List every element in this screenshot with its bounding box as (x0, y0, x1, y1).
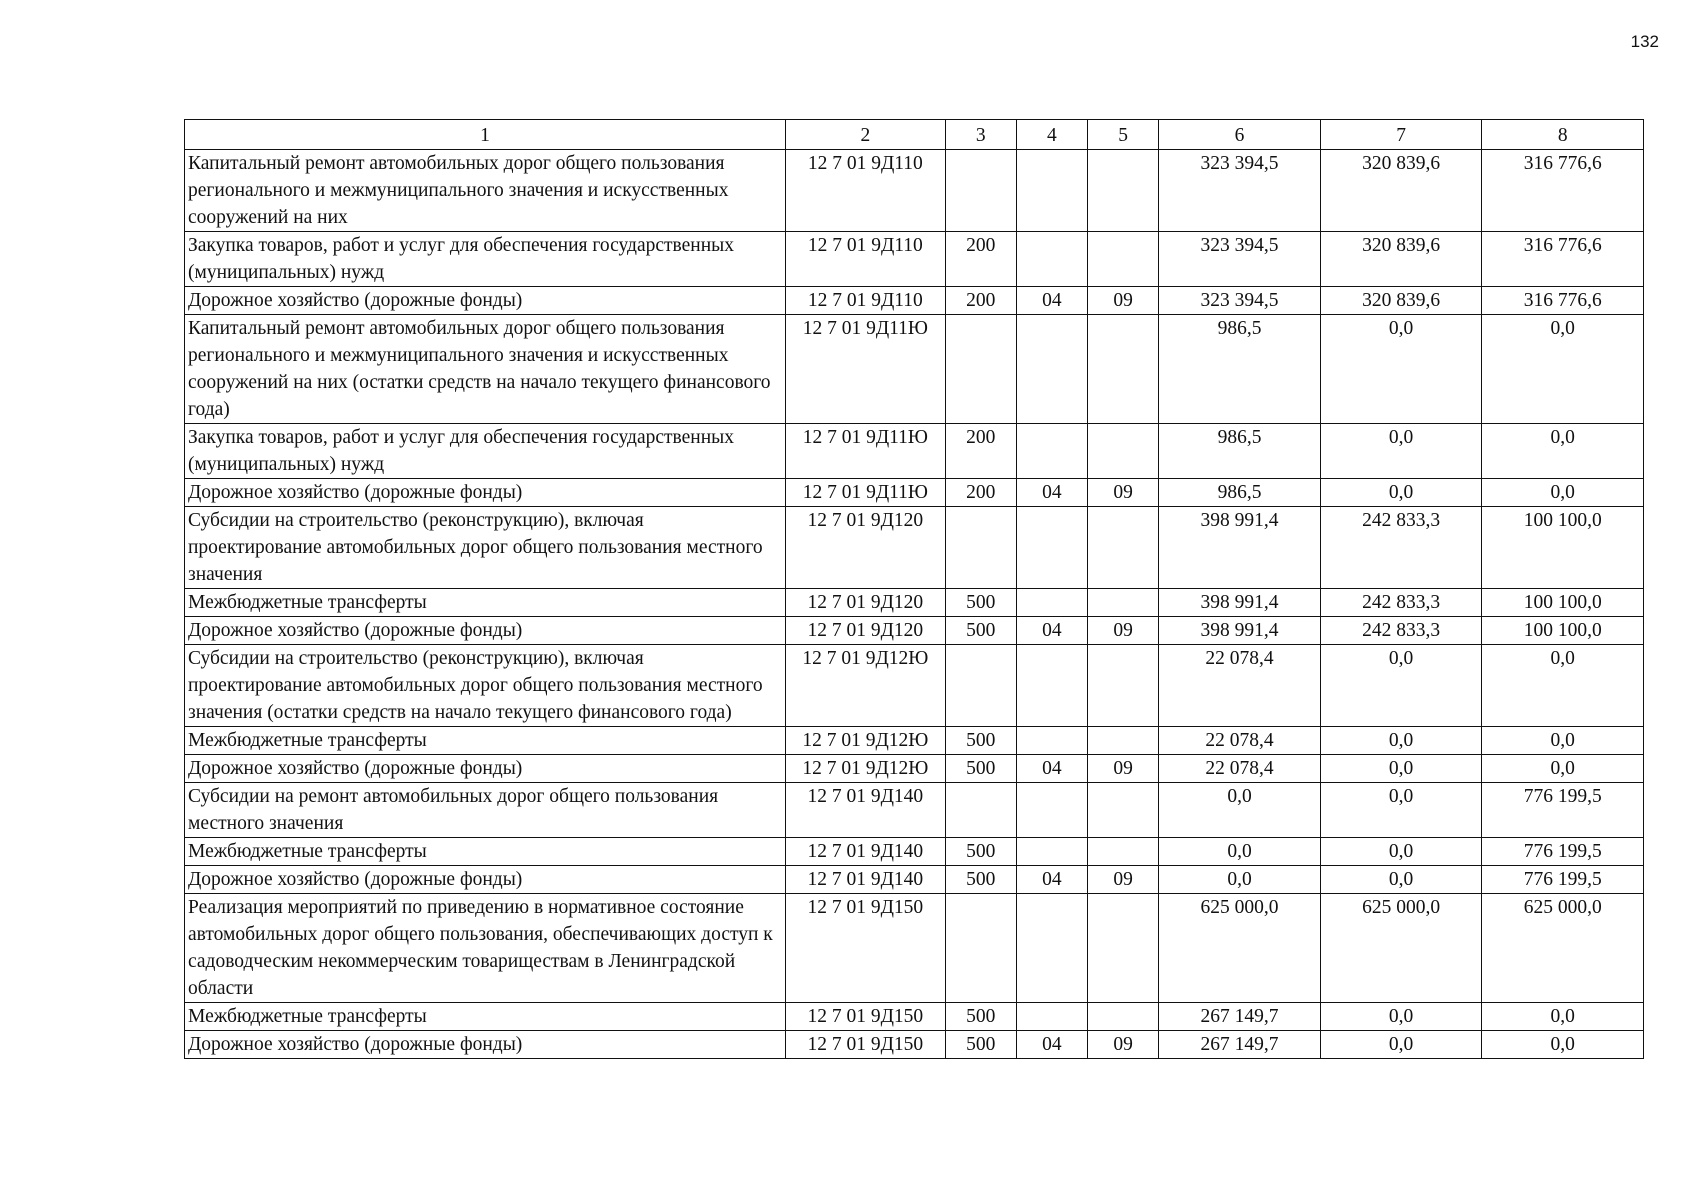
row-amount-7-cell: 0,0 (1320, 1031, 1482, 1059)
row-code-cell: 12 7 01 9Д120 (786, 617, 946, 645)
table-row (185, 424, 1644, 479)
row-amount-6-cell: 398 991,4 (1159, 589, 1321, 617)
row-name-cell: Межбюджетные трансферты (185, 838, 786, 866)
row-expense-type-cell: 500 (945, 838, 1016, 866)
header-cell: 7 (1320, 120, 1482, 150)
table-row (185, 479, 1644, 507)
row-section-cell (1016, 894, 1087, 1003)
row-expense-type-cell (945, 315, 1016, 424)
row-name-cell: Межбюджетные трансферты (185, 1003, 786, 1031)
row-amount-6-cell: 986,5 (1159, 424, 1321, 479)
row-amount-6-cell: 22 078,4 (1159, 727, 1321, 755)
row-subsection-cell (1088, 232, 1159, 287)
row-section-cell: 04 (1016, 617, 1087, 645)
header-cell: 8 (1482, 120, 1644, 150)
row-amount-7-cell: 320 839,6 (1320, 287, 1482, 315)
row-name-cell: Дорожное хозяйство (дорожные фонды) (185, 479, 786, 507)
row-subsection-cell (1088, 727, 1159, 755)
row-section-cell: 04 (1016, 866, 1087, 894)
row-amount-6-cell: 625 000,0 (1159, 894, 1321, 1003)
row-name-cell: Субсидии на строительство (реконструкцию), включая проектирование автомобильных дорог общего пользования местного значения (185, 507, 786, 589)
row-amount-6-cell: 398 991,4 (1159, 507, 1321, 589)
header-cell: 6 (1159, 120, 1321, 150)
row-amount-8-cell: 100 100,0 (1482, 617, 1644, 645)
row-amount-6-cell: 323 394,5 (1159, 150, 1321, 232)
row-section-cell (1016, 838, 1087, 866)
row-amount-8-cell: 0,0 (1482, 424, 1644, 479)
row-name-cell: Субсидии на строительство (реконструкцию), включая проектирование автомобильных дорог общего пользования местного значения (остатки средств на начало текущего финансового года) (185, 645, 786, 727)
row-subsection-cell: 09 (1088, 287, 1159, 315)
row-section-cell (1016, 315, 1087, 424)
row-name-cell: Дорожное хозяйство (дорожные фонды) (185, 755, 786, 783)
page-number: 132 (1630, 32, 1659, 51)
row-amount-6-cell: 986,5 (1159, 479, 1321, 507)
row-amount-7-cell: 242 833,3 (1320, 589, 1482, 617)
row-amount-8-cell: 776 199,5 (1482, 838, 1644, 866)
row-amount-8-cell: 0,0 (1482, 645, 1644, 727)
table-row (185, 783, 1644, 838)
row-amount-6-cell: 22 078,4 (1159, 755, 1321, 783)
row-amount-7-cell: 242 833,3 (1320, 617, 1482, 645)
row-expense-type-cell: 500 (945, 1031, 1016, 1059)
row-subsection-cell (1088, 645, 1159, 727)
row-code-cell: 12 7 01 9Д140 (786, 866, 946, 894)
row-amount-8-cell: 0,0 (1482, 479, 1644, 507)
row-amount-7-cell: 0,0 (1320, 866, 1482, 894)
table-header-row (185, 120, 1644, 150)
row-expense-type-cell (945, 894, 1016, 1003)
row-amount-8-cell: 776 199,5 (1482, 866, 1644, 894)
row-code-cell: 12 7 01 9Д150 (786, 1003, 946, 1031)
row-section-cell (1016, 1003, 1087, 1031)
row-code-cell: 12 7 01 9Д120 (786, 507, 946, 589)
row-expense-type-cell: 200 (945, 479, 1016, 507)
row-code-cell: 12 7 01 9Д11Ю (786, 479, 946, 507)
row-section-cell (1016, 645, 1087, 727)
header-cell: 5 (1088, 120, 1159, 150)
row-name-cell: Реализация мероприятий по приведению в нормативное состояние автомобильных дорог общего пользования, обеспечивающих доступ к садоводческим некоммерческим товариществам в Ленинградской области (185, 894, 786, 1003)
row-section-cell (1016, 150, 1087, 232)
row-name-cell: Дорожное хозяйство (дорожные фонды) (185, 866, 786, 894)
row-amount-6-cell: 986,5 (1159, 315, 1321, 424)
table-row (185, 150, 1644, 232)
row-name-cell: Дорожное хозяйство (дорожные фонды) (185, 287, 786, 315)
row-amount-8-cell: 0,0 (1482, 755, 1644, 783)
row-section-cell: 04 (1016, 1031, 1087, 1059)
row-amount-7-cell: 0,0 (1320, 755, 1482, 783)
table-row (185, 617, 1644, 645)
table-row (185, 507, 1644, 589)
row-expense-type-cell: 200 (945, 232, 1016, 287)
header-cell: 3 (945, 120, 1016, 150)
row-section-cell: 04 (1016, 287, 1087, 315)
row-expense-type-cell: 500 (945, 1003, 1016, 1031)
row-amount-7-cell: 0,0 (1320, 783, 1482, 838)
row-amount-6-cell: 267 149,7 (1159, 1003, 1321, 1031)
row-amount-7-cell: 0,0 (1320, 838, 1482, 866)
row-subsection-cell (1088, 1003, 1159, 1031)
row-section-cell: 04 (1016, 479, 1087, 507)
row-amount-6-cell: 0,0 (1159, 783, 1321, 838)
row-section-cell (1016, 232, 1087, 287)
header-cell: 4 (1016, 120, 1087, 150)
row-subsection-cell: 09 (1088, 617, 1159, 645)
row-amount-6-cell: 267 149,7 (1159, 1031, 1321, 1059)
row-name-cell: Межбюджетные трансферты (185, 727, 786, 755)
row-expense-type-cell: 500 (945, 617, 1016, 645)
row-name-cell: Дорожное хозяйство (дорожные фонды) (185, 1031, 786, 1059)
budget-table (184, 119, 1644, 1059)
row-amount-7-cell: 0,0 (1320, 1003, 1482, 1031)
table-body (185, 150, 1644, 1059)
row-section-cell (1016, 589, 1087, 617)
header-cell: 1 (185, 120, 786, 150)
row-code-cell: 12 7 01 9Д110 (786, 232, 946, 287)
row-subsection-cell (1088, 150, 1159, 232)
row-name-cell: Закупка товаров, работ и услуг для обеспечения государственных (муниципальных) нужд (185, 232, 786, 287)
row-amount-7-cell: 625 000,0 (1320, 894, 1482, 1003)
row-code-cell: 12 7 01 9Д12Ю (786, 645, 946, 727)
row-name-cell: Дорожное хозяйство (дорожные фонды) (185, 617, 786, 645)
table-row (185, 645, 1644, 727)
row-code-cell: 12 7 01 9Д150 (786, 894, 946, 1003)
row-amount-6-cell: 323 394,5 (1159, 232, 1321, 287)
row-amount-7-cell: 320 839,6 (1320, 150, 1482, 232)
row-amount-7-cell: 320 839,6 (1320, 232, 1482, 287)
row-amount-7-cell: 242 833,3 (1320, 507, 1482, 589)
row-amount-6-cell: 0,0 (1159, 838, 1321, 866)
table-row (185, 315, 1644, 424)
table-row (185, 1003, 1644, 1031)
row-name-cell: Капитальный ремонт автомобильных дорог общего пользования регионального и межмуниципального значения и искусственных сооружений на них (остатки средств на начало текущего финансового года) (185, 315, 786, 424)
row-amount-7-cell: 0,0 (1320, 645, 1482, 727)
table-row (185, 866, 1644, 894)
row-expense-type-cell: 500 (945, 589, 1016, 617)
row-amount-8-cell: 316 776,6 (1482, 150, 1644, 232)
table-row (185, 727, 1644, 755)
row-subsection-cell: 09 (1088, 479, 1159, 507)
row-code-cell: 12 7 01 9Д11Ю (786, 424, 946, 479)
row-amount-8-cell: 100 100,0 (1482, 589, 1644, 617)
row-subsection-cell (1088, 783, 1159, 838)
row-amount-8-cell: 0,0 (1482, 1031, 1644, 1059)
table-row (185, 287, 1644, 315)
row-amount-8-cell: 0,0 (1482, 727, 1644, 755)
row-section-cell (1016, 727, 1087, 755)
row-amount-8-cell: 625 000,0 (1482, 894, 1644, 1003)
row-code-cell: 12 7 01 9Д140 (786, 783, 946, 838)
row-code-cell: 12 7 01 9Д110 (786, 150, 946, 232)
row-section-cell (1016, 783, 1087, 838)
row-subsection-cell (1088, 894, 1159, 1003)
table-row (185, 838, 1644, 866)
row-amount-6-cell: 398 991,4 (1159, 617, 1321, 645)
row-name-cell: Закупка товаров, работ и услуг для обеспечения государственных (муниципальных) нужд (185, 424, 786, 479)
row-subsection-cell (1088, 424, 1159, 479)
row-subsection-cell (1088, 838, 1159, 866)
row-amount-7-cell: 0,0 (1320, 315, 1482, 424)
row-amount-8-cell: 776 199,5 (1482, 783, 1644, 838)
row-expense-type-cell: 500 (945, 727, 1016, 755)
row-name-cell: Межбюджетные трансферты (185, 589, 786, 617)
row-code-cell: 12 7 01 9Д11Ю (786, 315, 946, 424)
table-row (185, 232, 1644, 287)
row-amount-6-cell: 323 394,5 (1159, 287, 1321, 315)
row-subsection-cell (1088, 507, 1159, 589)
row-subsection-cell: 09 (1088, 755, 1159, 783)
row-code-cell: 12 7 01 9Д120 (786, 589, 946, 617)
row-code-cell: 12 7 01 9Д110 (786, 287, 946, 315)
row-amount-7-cell: 0,0 (1320, 479, 1482, 507)
row-subsection-cell (1088, 315, 1159, 424)
row-amount-8-cell: 316 776,6 (1482, 232, 1644, 287)
row-name-cell: Капитальный ремонт автомобильных дорог общего пользования регионального и межмуниципального значения и искусственных сооружений на них (185, 150, 786, 232)
row-code-cell: 12 7 01 9Д12Ю (786, 727, 946, 755)
row-code-cell: 12 7 01 9Д140 (786, 838, 946, 866)
row-amount-7-cell: 0,0 (1320, 424, 1482, 479)
row-section-cell: 04 (1016, 755, 1087, 783)
row-expense-type-cell: 200 (945, 424, 1016, 479)
row-subsection-cell: 09 (1088, 1031, 1159, 1059)
row-code-cell: 12 7 01 9Д150 (786, 1031, 946, 1059)
header-cell: 2 (786, 120, 946, 150)
row-expense-type-cell (945, 783, 1016, 838)
row-amount-8-cell: 100 100,0 (1482, 507, 1644, 589)
row-name-cell: Субсидии на ремонт автомобильных дорог общего пользования местного значения (185, 783, 786, 838)
row-amount-7-cell: 0,0 (1320, 727, 1482, 755)
row-amount-8-cell: 316 776,6 (1482, 287, 1644, 315)
row-expense-type-cell (945, 645, 1016, 727)
row-amount-6-cell: 0,0 (1159, 866, 1321, 894)
row-amount-8-cell: 0,0 (1482, 315, 1644, 424)
row-amount-6-cell: 22 078,4 (1159, 645, 1321, 727)
table-row (185, 755, 1644, 783)
row-amount-8-cell: 0,0 (1482, 1003, 1644, 1031)
row-expense-type-cell (945, 150, 1016, 232)
row-subsection-cell (1088, 589, 1159, 617)
row-expense-type-cell: 500 (945, 755, 1016, 783)
row-code-cell: 12 7 01 9Д12Ю (786, 755, 946, 783)
row-section-cell (1016, 424, 1087, 479)
row-expense-type-cell: 500 (945, 866, 1016, 894)
row-subsection-cell: 09 (1088, 866, 1159, 894)
table-row (185, 589, 1644, 617)
row-section-cell (1016, 507, 1087, 589)
table-row (185, 1031, 1644, 1059)
table-row (185, 894, 1644, 1003)
row-expense-type-cell (945, 507, 1016, 589)
row-expense-type-cell: 200 (945, 287, 1016, 315)
